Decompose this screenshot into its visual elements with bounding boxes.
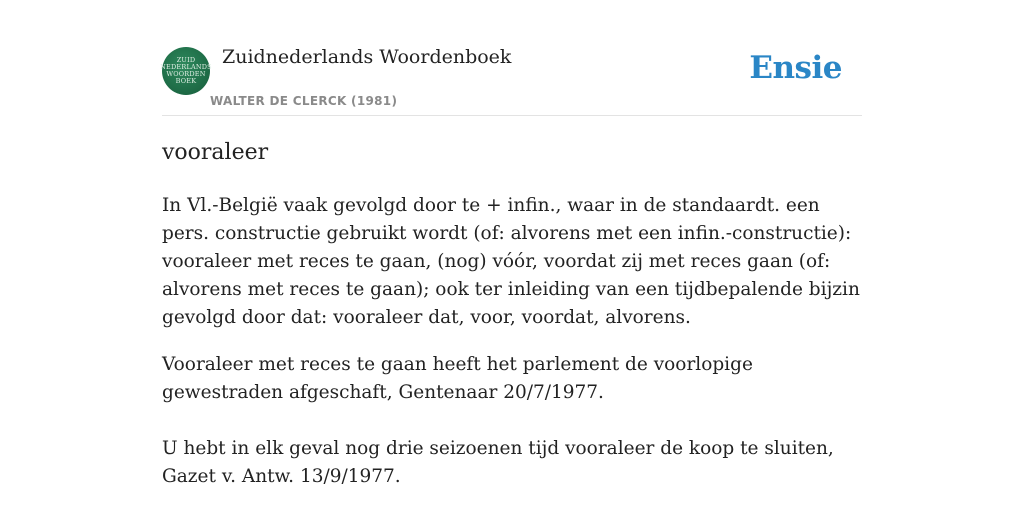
entry-example: U hebt in elk geval nog drie seizoenen tijd vooraleer de koop te sluiten, Gazet v. Antw. 13/9/1977.: [162, 438, 834, 487]
book-title[interactable]: Zuidnederlands Woordenboek: [222, 46, 512, 68]
entry-term: vooraleer: [162, 140, 269, 165]
entry-example: Vooraleer met reces te gaan heeft het parlement de voorlopige gewestraden afgeschaft, Gentenaar 20/7/1977.: [162, 354, 753, 403]
ensie-brand-link[interactable]: Ensie: [749, 50, 842, 86]
logo-line: BOEK: [175, 77, 197, 85]
entry-definition: In Vl.-België vaak gevolgd door te + infin., waar in de standaardt. een pers. constructie gebruikt wordt (of: alvorens met een infin.-constructie): vooraleer met reces te gaan, (nog) vóór, voordat zij met reces gaan (of: alvorens met reces te gaan); ook ter inleiding van een tijdbepalende bijzin gevolgd door dat: vooraleer dat, voor, voordat, alvorens.: [162, 195, 860, 328]
logo-line: NEDERLANDS: [160, 63, 212, 71]
header: [162, 44, 862, 116]
logo-line: ZUID: [176, 56, 196, 64]
book-logo[interactable]: [162, 47, 210, 95]
author-label: WALTER DE CLERCK (1981): [210, 94, 398, 108]
logo-line: WOORDEN: [166, 70, 206, 78]
